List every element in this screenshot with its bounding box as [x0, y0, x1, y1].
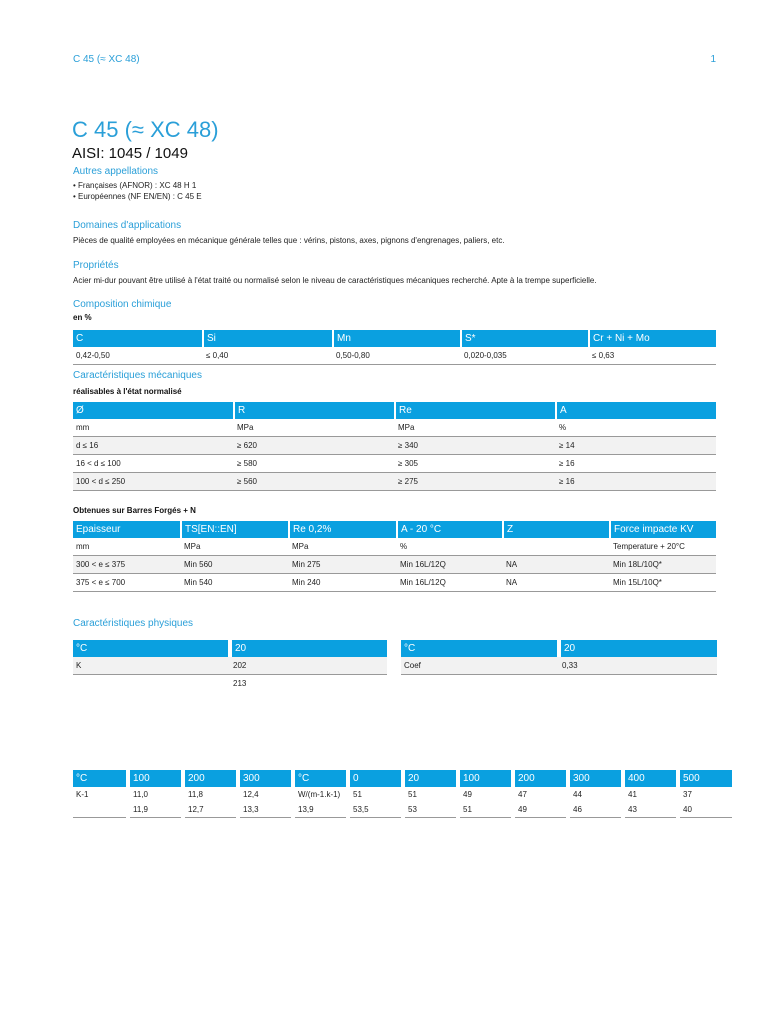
table-cell: ≥ 16: [556, 455, 716, 473]
composition-unit: en %: [73, 313, 92, 322]
table-cell: 13,9: [293, 802, 348, 818]
table-row: [73, 574, 716, 592]
barres-table: [73, 521, 716, 592]
mecaniques-header-r: R: [234, 402, 395, 419]
composition-table: [73, 330, 716, 365]
mecaniques-table: [73, 402, 716, 491]
table-cell: Min 540: [181, 574, 289, 592]
table-cell: 53,5: [348, 802, 403, 818]
table-cell: Min 15L/10Q*: [610, 574, 716, 592]
table-cell: 47: [518, 790, 527, 799]
section-heading-physiques: Caractéristiques physiques: [73, 618, 194, 629]
table-cell: 13,3: [238, 802, 293, 818]
table-cell: 0,50-0,80: [333, 347, 461, 365]
table-cell: ≥ 16: [556, 473, 716, 491]
table-row: [73, 473, 716, 491]
physiques-c-header: °C: [293, 770, 348, 787]
physiques-a-header-20: 20: [230, 640, 387, 657]
physiques-table-a: [73, 640, 387, 692]
page-number: 1: [710, 54, 716, 65]
section-heading-autres: Autres appellations: [73, 166, 159, 177]
table-cell: 11,0: [133, 790, 148, 799]
table-cell: [73, 675, 230, 693]
table-cell: MPa: [395, 419, 556, 437]
physiques-c-header: 200: [513, 770, 568, 787]
running-header-title: C 45 (≈ XC 48): [73, 54, 140, 65]
table-cell: Min 240: [289, 574, 397, 592]
table-cell: Min 16L/12Q: [397, 574, 503, 592]
table-cell: MPa: [234, 419, 395, 437]
section-heading-proprietes: Propriétés: [73, 260, 119, 271]
table-cell: Coef: [401, 657, 559, 675]
autres-item-1: • Françaises (AFNOR) : XC 48 H 1: [73, 181, 197, 190]
barres-heading: Obtenues sur Barres Forgés + N: [73, 506, 196, 515]
physiques-c-header: °C: [73, 770, 128, 787]
composition-header-crnimo: Cr + Ni + Mo: [589, 330, 716, 347]
physiques-b-header-row: [401, 640, 717, 657]
page-title: C 45 (≈ XC 48): [72, 117, 219, 142]
table-row: [73, 538, 716, 556]
mecaniques-header-diameter: Ø: [73, 402, 234, 419]
physiques-b-header-temp: °C: [401, 640, 559, 657]
physiques-a-header-row: [73, 640, 387, 657]
table-cell: K-1: [76, 790, 89, 799]
table-cell: 0,33: [559, 657, 717, 675]
section-heading-composition: Composition chimique: [73, 299, 172, 310]
table-cell: NA: [503, 574, 610, 592]
table-row: [73, 657, 387, 675]
table-cell: mm: [73, 419, 234, 437]
table-cell: ≥ 305: [395, 455, 556, 473]
table-cell: K: [73, 657, 230, 675]
table-cell: MPa: [289, 538, 397, 556]
table-cell: ≥ 620: [234, 437, 395, 455]
composition-header-row: [73, 330, 716, 347]
section-heading-mecaniques: Caractéristiques mécaniques: [73, 370, 202, 381]
table-cell: 16 < d ≤ 100: [73, 455, 234, 473]
table-cell: 213: [233, 679, 247, 688]
table-cell: NA: [503, 556, 610, 574]
running-header: [73, 54, 716, 65]
physiques-c-header-row: [73, 770, 732, 787]
physiques-c-header: 0: [348, 770, 403, 787]
domaines-text: Pièces de qualité employées en mécanique générale telles que : vérins, pistons, axes, pignons d'engrenages, paliers, etc.: [73, 236, 505, 245]
table-cell: mm: [73, 538, 181, 556]
table-cell: 49: [513, 802, 568, 818]
table-cell: 46: [568, 802, 623, 818]
composition-header-mn: Mn: [333, 330, 461, 347]
page-subtitle: AISI: 1045 / 1049: [72, 145, 188, 162]
physiques-table-b: [401, 640, 717, 675]
table-cell: ≥ 560: [234, 473, 395, 491]
table-cell: d ≤ 16: [73, 437, 234, 455]
table-cell: 49: [463, 790, 472, 799]
table-cell: 43: [623, 802, 678, 818]
table-cell: [73, 802, 128, 818]
physiques-c-header: 300: [238, 770, 293, 787]
barres-header-kv: Force impacte KV: [610, 521, 716, 538]
table-cell: Min 275: [289, 556, 397, 574]
table-cell: 0,42-0,50: [73, 347, 203, 365]
table-row: [73, 419, 716, 437]
table-cell: 41: [628, 790, 637, 799]
table-cell: 51: [458, 802, 513, 818]
table-cell: ≤ 0,40: [203, 347, 333, 365]
table-cell: ≥ 275: [395, 473, 556, 491]
barres-header-epaisseur: Epaisseur: [73, 521, 181, 538]
table-cell: [503, 538, 610, 556]
physiques-c-header: 100: [128, 770, 183, 787]
barres-header-ts: TS[EN::EN]: [181, 521, 289, 538]
table-cell: ≥ 340: [395, 437, 556, 455]
barres-header-re: Re 0,2%: [289, 521, 397, 538]
mecaniques-header-re: Re: [395, 402, 556, 419]
table-cell: ≥ 14: [556, 437, 716, 455]
composition-header-si: Si: [203, 330, 333, 347]
section-heading-domaines: Domaines d'applications: [73, 220, 182, 231]
table-cell: ≥ 580: [234, 455, 395, 473]
table-cell: 12,7: [183, 802, 238, 818]
table-row: [73, 787, 732, 802]
table-cell: 202: [230, 657, 387, 675]
table-cell: Min 560: [181, 556, 289, 574]
physiques-c-header: 500: [678, 770, 732, 787]
table-row: [73, 455, 716, 473]
table-cell: 51: [408, 790, 417, 799]
table-cell: 44: [573, 790, 582, 799]
table-row: [401, 657, 717, 675]
barres-header-z: Z: [503, 521, 610, 538]
composition-header-c: C: [73, 330, 203, 347]
barres-header-row: [73, 521, 716, 538]
autres-item-2: • Européennes (NF EN/EN) : C 45 E: [73, 192, 202, 201]
table-cell: 0,020-0,035: [461, 347, 589, 365]
physiques-c-header: 200: [183, 770, 238, 787]
table-cell: 12,4: [243, 790, 259, 799]
mecaniques-header-a: A: [556, 402, 716, 419]
physiques-a-header-temp: °C: [73, 640, 230, 657]
physiques-c-header: 300: [568, 770, 623, 787]
table-cell: 100 < d ≤ 250: [73, 473, 234, 491]
proprietes-text: Acier mi-dur pouvant être utilisé à l'état traité ou normalisé selon le niveau de caractéristiques mécaniques recherché. Apte à la trempe superficielle.: [73, 276, 597, 285]
table-row: [73, 347, 716, 365]
barres-header-a: A - 20 °C: [397, 521, 503, 538]
table-cell: 51: [353, 790, 362, 799]
table-cell: 53: [403, 802, 458, 818]
table-cell: W/(m-1.k-1): [298, 790, 341, 799]
table-row: [73, 675, 387, 693]
table-cell: %: [556, 419, 716, 437]
table-cell: 37: [683, 790, 692, 799]
physiques-b-header-20: 20: [559, 640, 717, 657]
physiques-c-header: 400: [623, 770, 678, 787]
table-cell: Min 16L/12Q: [397, 556, 503, 574]
table-cell: Temperature + 20°C: [610, 538, 716, 556]
table-row: [73, 437, 716, 455]
table-cell: 40: [678, 802, 732, 818]
table-row: [73, 556, 716, 574]
mecaniques-header-row: [73, 402, 716, 419]
table-cell: 300 < e ≤ 375: [73, 556, 181, 574]
table-cell: %: [397, 538, 503, 556]
table-cell: 375 < e ≤ 700: [73, 574, 181, 592]
physiques-c-header: 20: [403, 770, 458, 787]
table-cell: MPa: [181, 538, 289, 556]
table-cell: Min 18L/10Q*: [610, 556, 716, 574]
composition-header-s: S*: [461, 330, 589, 347]
table-cell: 11,8: [188, 790, 203, 799]
physiques-c-header: 100: [458, 770, 513, 787]
table-row: [73, 802, 732, 818]
table-cell: 11,9: [128, 802, 183, 818]
mecaniques-sub: réalisables à l'état normalisé: [73, 387, 182, 396]
physiques-table-c: [73, 770, 732, 818]
table-cell: ≤ 0,63: [589, 347, 716, 365]
